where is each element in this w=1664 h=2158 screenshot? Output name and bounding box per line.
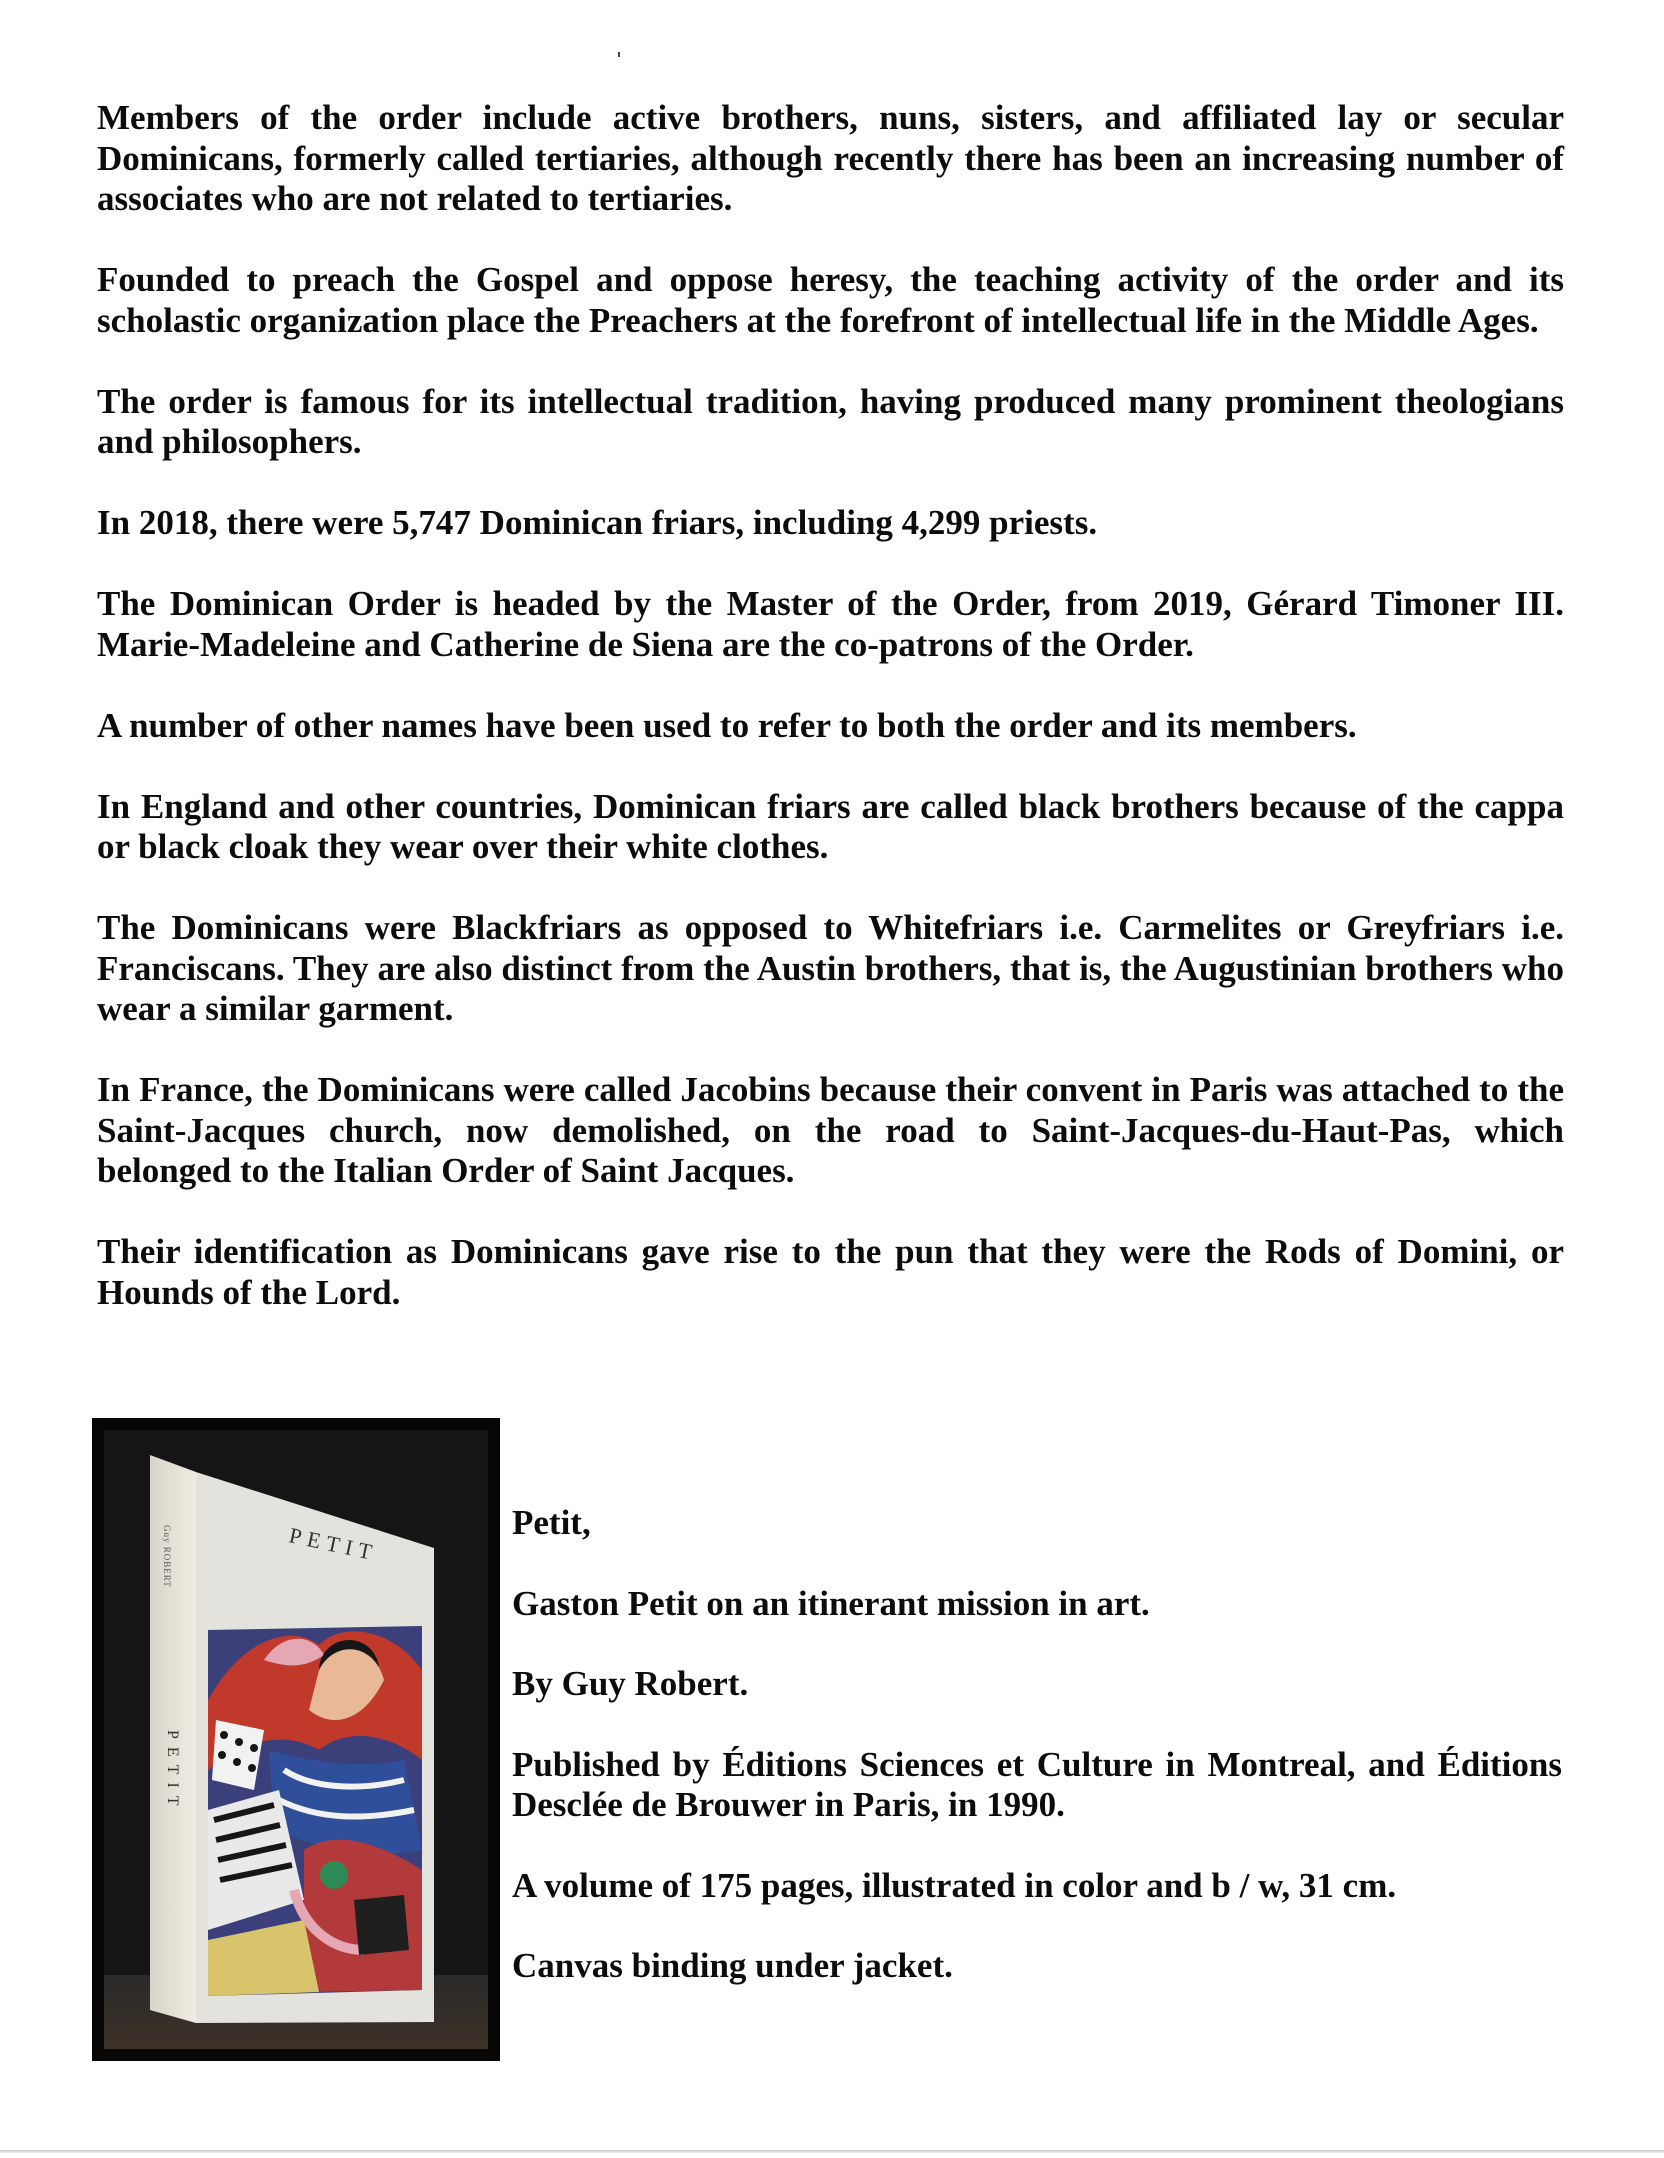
spine-author: Guy ROBERT (162, 1525, 172, 1588)
page-bottom-edge (0, 2150, 1664, 2153)
book-subtitle-line: Gaston Petit on an itinerant mission in art. (512, 1583, 1150, 1623)
book-publisher-line: Published by Éditions Sciences et Culture in Montreal, and Éditions Desclée de Brouwer in Paris, in 1990. (512, 1744, 1562, 1824)
paragraph-identification: Their identification as Dominicans gave rise to the pun that they were the Rods of Domini, or Hounds of the Lord. (97, 1232, 1564, 1312)
paragraph-intellectual-tradition: The order is famous for its intellectual tradition, having produced many prominent theologians and philosophers. (97, 381, 1564, 461)
book-description (512, 1503, 1562, 2027)
article-body (97, 98, 1564, 1354)
paragraph-friar-count: In 2018, there were 5,747 Dominican friars, including 4,299 priests. (97, 503, 1098, 542)
book-photo-inner (104, 1430, 488, 2049)
paragraph-france: In France, the Dominicans were called Jacobins because their convent in Paris was attached to the Saint-Jacques church, now demolished, on the road to Saint-Jacques-du-Haut-Pas, which belonged to the Italian Order of Saint Jacques. (97, 1070, 1564, 1190)
book-photo (92, 1418, 500, 2061)
scan-mark (618, 52, 620, 57)
paragraph-members: Members of the order include active brothers, nuns, sisters, and affiliated lay or secular Dominicans, formerly called tertiaries, although recently there has been an increasing number of associates who are not related to tertiaries. (97, 98, 1564, 218)
book-volume-line: A volume of 175 pages, illustrated in color and b / w, 31 cm. (512, 1865, 1397, 1905)
cover-artwork (208, 1626, 422, 1996)
cover-title: PETIT (286, 1522, 381, 1566)
paragraph-founded: Founded to preach the Gospel and oppose heresy, the teaching activity of the order and its scholastic organization place the Preachers at the forefront of intellectual life in the Middle Ages. (97, 260, 1564, 340)
book-illustration (104, 1430, 488, 2049)
paragraph-master: The Dominican Order is headed by the Master of the Order, from 2019, Gérard Timoner III. Marie-Madeleine and Catherine de Siena are the co-patrons of the Order. (97, 584, 1564, 664)
book-binding-line: Canvas binding under jacket. (512, 1946, 953, 1985)
book-author-line: By Guy Robert. (512, 1664, 749, 1703)
paragraph-other-names: A number of other names have been used to refer to both the order and its members. (97, 705, 1357, 745)
book-title-line: Petit, (512, 1503, 591, 1542)
spine-title: PETIT (164, 1730, 181, 1814)
paragraph-england: In England and other countries, Dominican friars are called black brothers because of the cappa or black cloak they wear over their white clothes. (97, 786, 1564, 866)
paragraph-blackfriars: The Dominicans were Blackfriars as opposed to Whitefriars i.e. Carmelites or Greyfriars i.e. Franciscans. They are also distinct from the Austin brothers, that is, the Augustinian brothers who wear a similar garment. (97, 908, 1564, 1028)
